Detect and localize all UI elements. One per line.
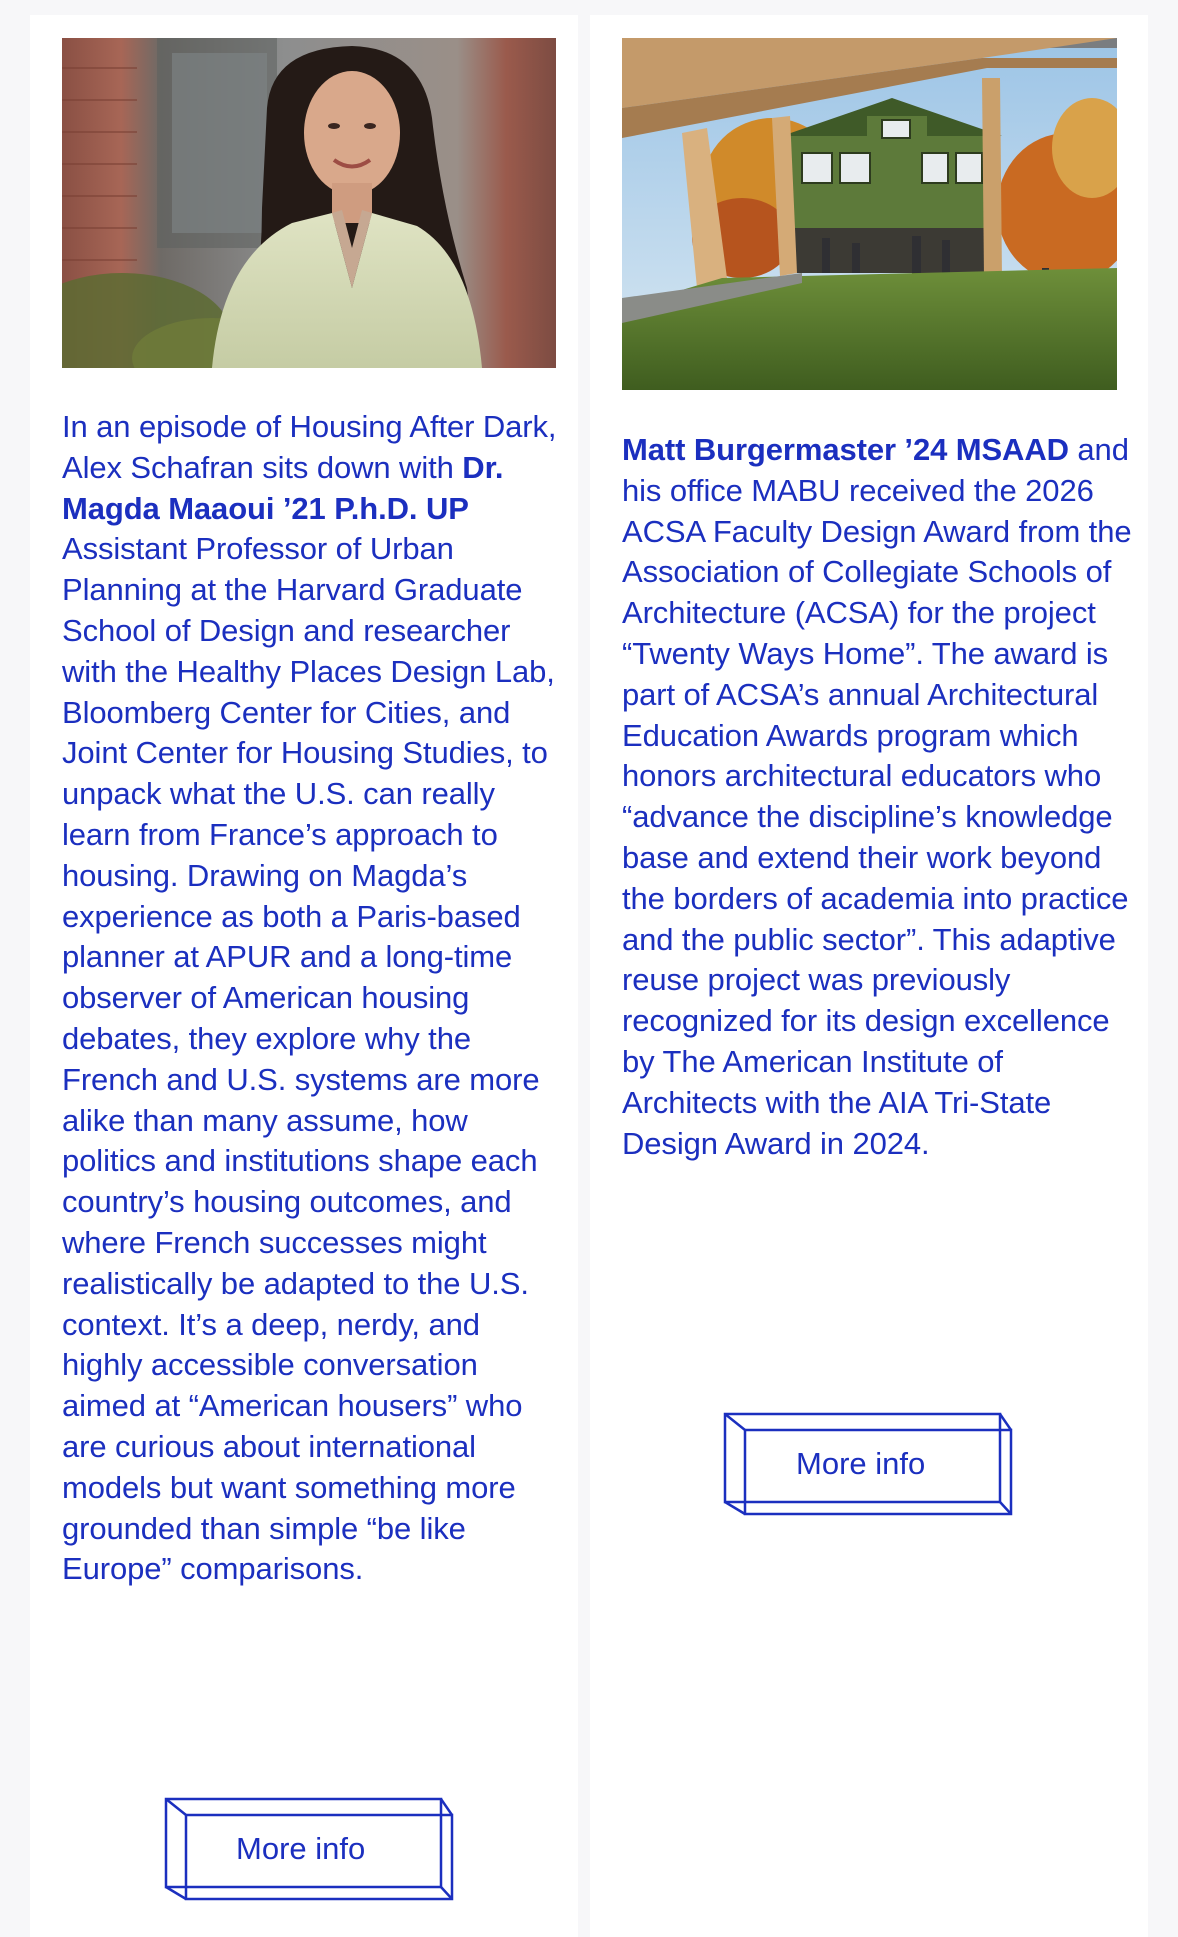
left-article-body (62, 407, 562, 1590)
house-rendering-photo (622, 38, 1117, 390)
featured-person-name: Matt Burgermaster ’24 MSAAD (622, 432, 1069, 467)
more-info-label: More info (236, 1831, 366, 1866)
more-info-button[interactable] (164, 1797, 454, 1901)
featured-person-name: Dr. Magda Maaoui ’21 P.h.D. UP (62, 449, 504, 526)
right-article-body (622, 430, 1132, 1164)
left-article-intro: In an episode of Housing After Dark, Alex Schafran sits down with (62, 409, 557, 485)
left-article-rest: Assistant Professor of Urban Planning at the Harvard Graduate School of Design and researcher with the Healthy Places Design Lab, Bloomberg Center for Cities, and Joint Center for Housing Studies, to unpack what the U.S. can really learn from France’s approach to housing. Drawing on Magda’s experience as both a Paris-based planner at APUR and a long-time observer of American housing debates, they explore why the French and U.S. systems are more alike than many assume, how politics and institutions shape each country’s housing outcomes, and where French successes might realistically be adapted to the U.S. context. It’s a deep, nerdy, and highly accessible conversation aimed at “American housers” who are curious about international models but want something more grounded than simple “be like Europe” comparisons. (62, 531, 555, 1587)
more-info-button[interactable] (723, 1412, 1013, 1516)
portrait-photo (62, 38, 556, 368)
right-article-rest: and his office MABU received the 2026 ACSA Faculty Design Award from the Association of Collegiate Schools of Architecture (ACSA) for the project “Twenty Ways Home”. The award is part of ACSA’s annual Architectural Education Awards program which honors architectural educators who “advance the discipline’s knowledge base and extend their work beyond the borders of academia into practice and the public sector”. This adaptive reuse project was previously recognized for its design excellence by The American Institute of Architects with the AIA Tri-State Design Award in 2024. (622, 432, 1132, 1161)
more-info-label: More info (796, 1446, 926, 1481)
